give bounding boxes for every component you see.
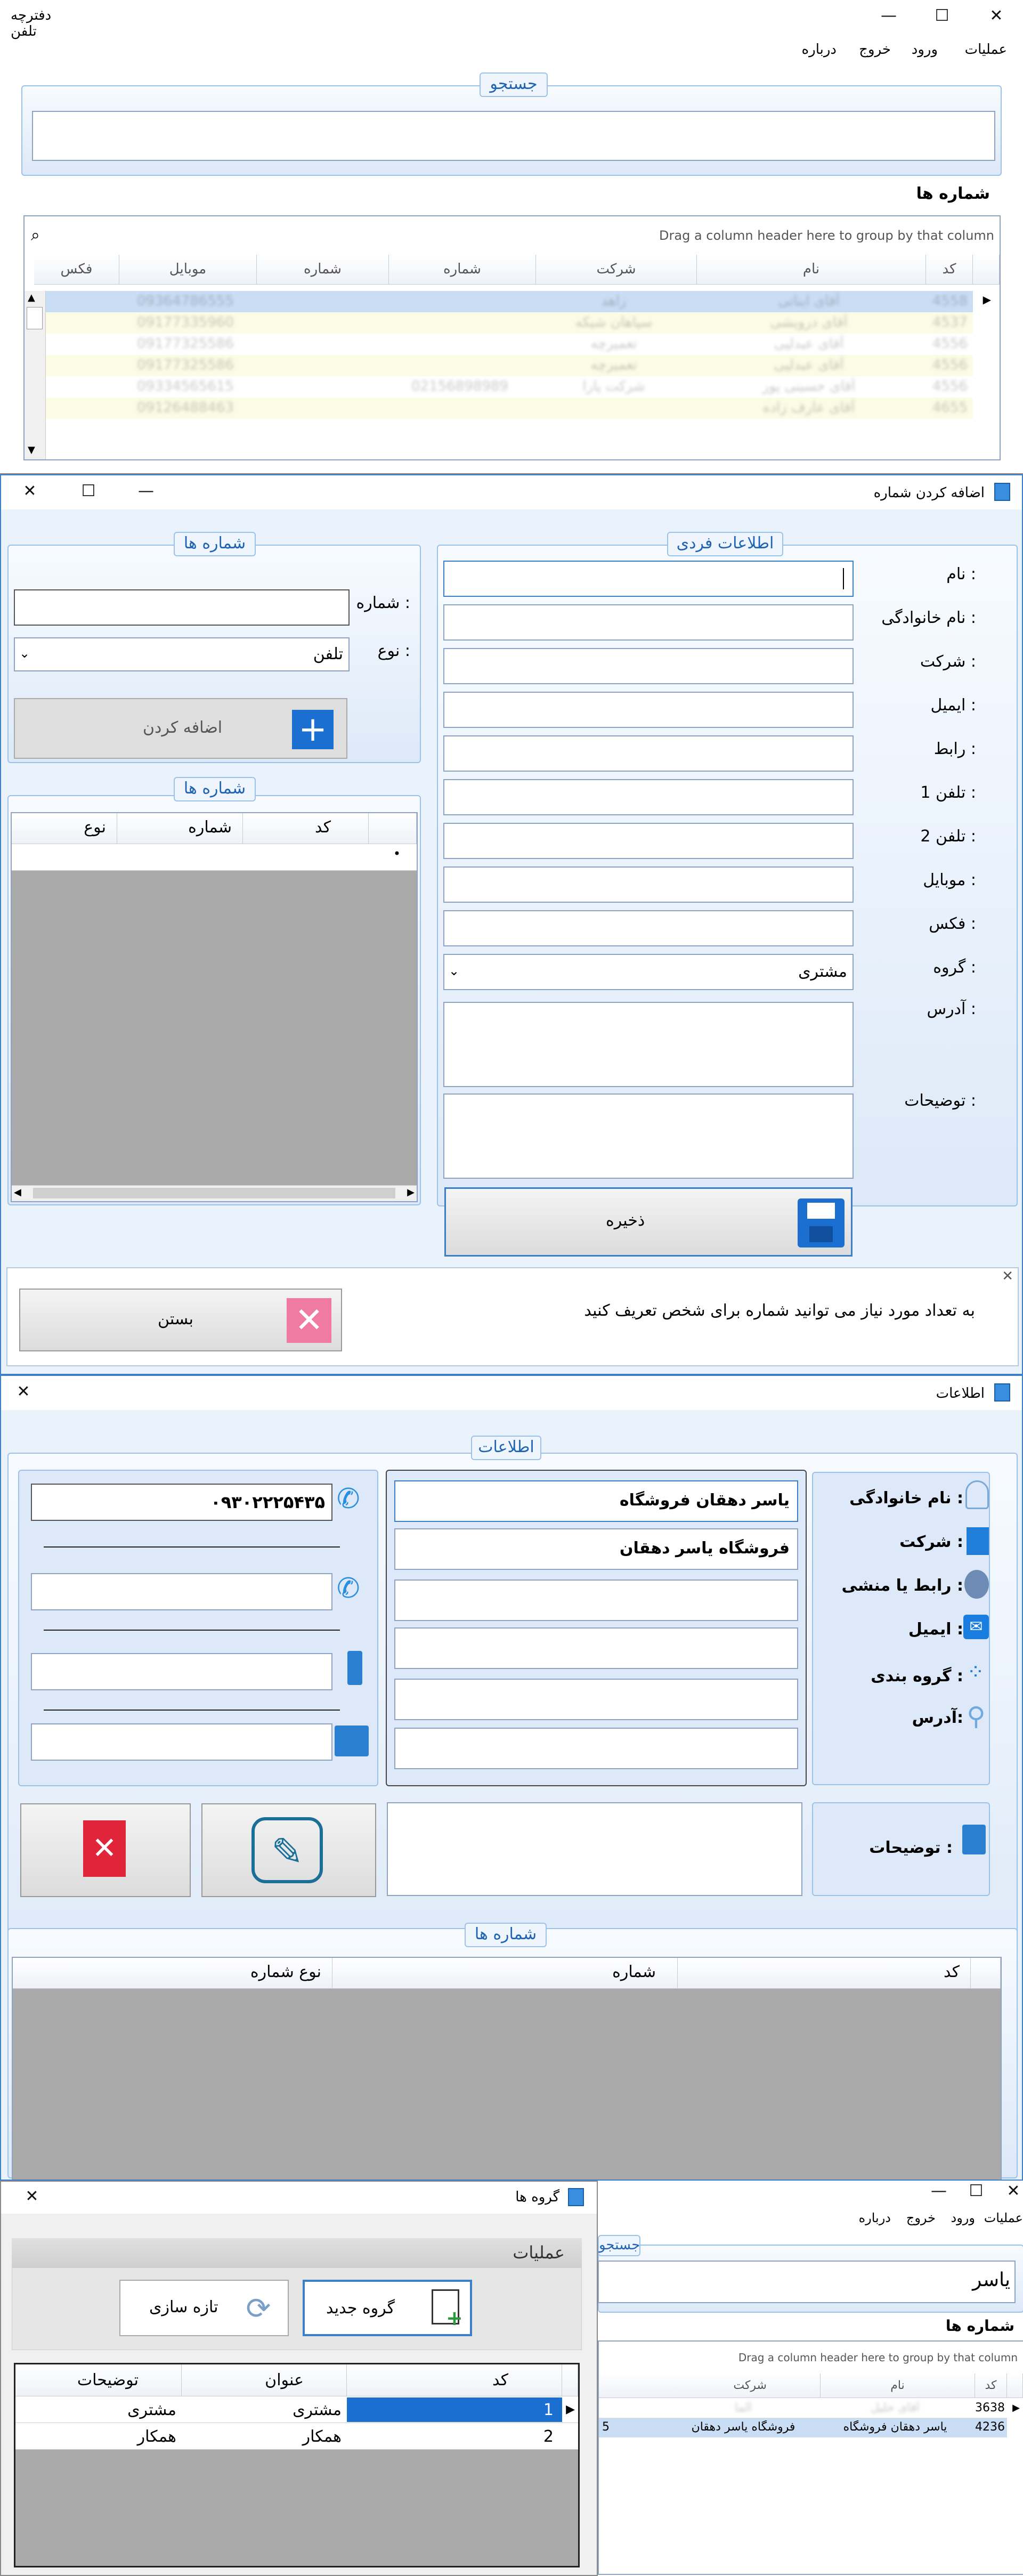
email-input[interactable] — [443, 692, 854, 728]
cell-code: 4537 — [932, 314, 968, 330]
address-value[interactable] — [394, 1728, 798, 1769]
chevron-down-icon: ⌄ — [449, 963, 460, 978]
close-label: بستن — [158, 1310, 194, 1328]
company-value[interactable] — [394, 1528, 798, 1570]
maximize-icon[interactable]: ☐ — [81, 482, 96, 500]
description-value[interactable] — [387, 1802, 802, 1896]
maximize-icon[interactable]: ☐ — [969, 2182, 984, 2200]
col-title[interactable]: عنوان — [182, 2364, 347, 2396]
grouping-value[interactable] — [394, 1679, 798, 1720]
plus-icon: + — [292, 710, 334, 749]
col-phone1[interactable]: شماره — [389, 255, 536, 285]
fax-input[interactable] — [443, 910, 854, 946]
scroll-down-icon[interactable]: ▼ — [28, 444, 35, 456]
info-numbers-title: شماره ها — [465, 1923, 547, 1947]
number-input[interactable] — [14, 589, 350, 626]
col-mobile[interactable]: موبایل — [119, 255, 257, 285]
edit-button[interactable] — [201, 1803, 376, 1897]
description-input[interactable] — [443, 1093, 854, 1179]
refresh-label: تازه سازی — [149, 2298, 218, 2316]
vertical-scrollbar[interactable] — [25, 291, 46, 459]
numbers-list-grid — [11, 812, 418, 1202]
row-pointer-icon: ▶ — [566, 2403, 575, 2416]
trash-icon: ✕ — [83, 1820, 126, 1877]
col-phone2[interactable]: شماره — [257, 255, 389, 285]
cell-company: تعمیرچه — [590, 357, 637, 373]
add-number-window — [0, 474, 1023, 1375]
label-fax: فکس : — [929, 914, 976, 933]
contact-value[interactable] — [394, 1579, 798, 1621]
cell-code: 4236 — [975, 2420, 1005, 2434]
new-group-label: گروه جدید — [326, 2299, 395, 2318]
plus-icon: + — [446, 2306, 463, 2330]
cell-company: زاهد — [601, 293, 627, 309]
label-last-name: نام خانوادگی : — [881, 609, 976, 627]
header-corner — [562, 2364, 578, 2396]
group-icon: ⁘ — [967, 1660, 985, 1684]
cell-phone1: 02156898989 — [411, 378, 508, 394]
row-pointer-icon: ▶ — [1012, 2402, 1020, 2413]
new-document-icon — [432, 2289, 463, 2330]
new-row-marker-icon: • — [393, 846, 401, 861]
cell-name: آقای عبدلیی — [774, 357, 844, 373]
cell-mobile: 09177325586 — [137, 357, 234, 373]
col-type[interactable]: نوع — [11, 813, 117, 844]
col-number[interactable]: شماره — [332, 1958, 678, 1989]
info-numbers-grid — [12, 1957, 1002, 2181]
close-button[interactable] — [19, 1289, 342, 1351]
maximize-icon[interactable]: ☐ — [935, 6, 949, 25]
refresh-button[interactable] — [119, 2280, 289, 2336]
search-icon[interactable]: ⌕ — [31, 226, 40, 245]
col-number-type[interactable]: نوع شماره — [12, 1958, 332, 1989]
chevron-down-icon: ⌄ — [19, 646, 30, 661]
header-corner — [973, 255, 1000, 285]
cell-mobile: 09177335960 — [137, 314, 234, 330]
mobile-value[interactable] — [31, 1653, 332, 1690]
phone2-icon: ✆ — [337, 1573, 360, 1605]
divider — [44, 1546, 340, 1548]
personal-info-title: اطلاعات فردی — [667, 532, 783, 556]
refresh-icon: ⟳ — [246, 2291, 271, 2326]
operations-header — [12, 2238, 582, 2268]
secretary-icon — [964, 1570, 989, 1599]
group-hint: Drag a column header here to group by that column — [659, 228, 994, 243]
menu-about[interactable]: درباره — [801, 42, 837, 58]
col-code[interactable]: کد — [975, 2374, 1007, 2398]
label-description: توضیحات : — [869, 1838, 953, 1857]
new-row[interactable] — [12, 844, 417, 871]
title-bar — [1, 2182, 597, 2214]
search-input[interactable] — [32, 111, 995, 161]
col-number[interactable]: شماره — [117, 813, 243, 844]
label-mobile: موبایل : — [923, 871, 976, 889]
close-icon[interactable]: ✕ — [989, 6, 1003, 25]
numbers-group-title: شماره ها — [174, 532, 256, 556]
back-contacts-grid — [598, 2340, 1023, 2575]
cell-mobile: 09334565615 — [137, 378, 234, 394]
company-text: فروشگاه یاسر دهقان — [619, 1539, 790, 1558]
building-icon — [967, 1527, 989, 1555]
phone2-input[interactable] — [443, 823, 854, 859]
col-name[interactable]: نام — [821, 2374, 975, 2398]
cell-company: فروشگاه یاسر دهقان — [691, 2420, 795, 2434]
groups-grid — [14, 2363, 580, 2567]
minimize-icon[interactable]: — — [138, 482, 154, 500]
dismiss-icon[interactable]: ✕ — [1002, 1268, 1013, 1284]
location-pin-icon: ⚲ — [967, 1702, 986, 1731]
header-corner — [971, 1958, 1001, 1989]
cell-company: شرکت پارا — [582, 378, 645, 394]
menu-operations[interactable]: عملیات — [984, 2210, 1023, 2225]
app-icon — [568, 2188, 584, 2206]
cell-code: 2 — [543, 2427, 554, 2446]
label-type: نوع : — [377, 642, 410, 660]
first-name-input[interactable] — [443, 561, 854, 597]
add-label: اضافه کردن — [143, 718, 223, 737]
scroll-left-icon[interactable]: ◀ — [14, 1187, 21, 1198]
scroll-up-icon[interactable]: ▲ — [28, 292, 35, 303]
cell-company: آلما — [734, 2401, 752, 2415]
cell-code: 4558 — [932, 293, 968, 309]
delete-button[interactable] — [20, 1803, 191, 1897]
header-corner — [369, 813, 417, 844]
menu-login[interactable]: ورود — [951, 2210, 975, 2225]
search-text: یاسر — [972, 2269, 1010, 2291]
cell-code: 1 — [543, 2401, 554, 2419]
label-phone2: تلفن 2 : — [920, 827, 976, 846]
search-group-title: جستجو — [480, 72, 548, 97]
scroll-thumb[interactable] — [27, 307, 43, 329]
phone-value[interactable] — [31, 1484, 332, 1521]
menu-exit[interactable]: خروج — [906, 2210, 936, 2225]
contact-input[interactable] — [443, 735, 854, 772]
horizontal-scrollbar[interactable] — [12, 1185, 417, 1201]
col-code[interactable]: کد — [678, 1958, 971, 1989]
groups-window — [0, 2181, 598, 2576]
numbers-list-title: شماره ها — [174, 777, 256, 801]
phone1-input[interactable] — [443, 779, 854, 815]
title-bar — [1, 1376, 1022, 1410]
cell-name: آقای خلیل — [871, 2401, 920, 2415]
add-number-button[interactable] — [14, 698, 347, 759]
window-title: اطلاعات — [936, 1386, 985, 1402]
divider — [44, 1630, 340, 1631]
label-email: ایمیل : — [908, 1620, 963, 1639]
header-corner — [1007, 2374, 1023, 2398]
notes-icon — [962, 1825, 986, 1854]
cell-code: 4556 — [932, 336, 968, 352]
floppy-slot — [809, 1226, 833, 1242]
cell-description: همکار — [137, 2427, 176, 2446]
menu-exit[interactable]: خروج — [859, 42, 891, 58]
col-fax[interactable]: فکس — [34, 255, 119, 285]
window-title: اضافه کردن شماره — [873, 485, 985, 501]
window-title: گروه ها — [515, 2189, 559, 2205]
type-select[interactable] — [14, 637, 350, 671]
scroll-thumb[interactable] — [33, 1188, 395, 1198]
info-window — [0, 1375, 1023, 2181]
col-company[interactable]: شرکت — [536, 255, 697, 285]
label-address: آدرس: — [912, 1708, 963, 1727]
fax-value[interactable] — [31, 1723, 332, 1761]
mobile-icon — [347, 1651, 362, 1685]
numbers-title: شماره ها — [945, 2317, 1014, 2335]
col-code[interactable]: کد — [926, 255, 973, 285]
email-value[interactable] — [394, 1627, 798, 1669]
company-input[interactable] — [443, 648, 854, 684]
floppy-save-icon — [798, 1198, 845, 1248]
col-code[interactable]: کد — [347, 2364, 562, 2396]
numbers-title: شماره ها — [916, 184, 990, 203]
label-last-name: نام خانوادگی : — [849, 1489, 963, 1508]
label-address: آدرس : — [927, 1000, 976, 1018]
info-text: به تعداد مورد نیاز می توانید شماره برای شخص تعریف کنید — [584, 1301, 975, 1320]
cell-name: آقای درویشی — [770, 314, 848, 330]
cell-name: آقای عبدلیی — [774, 336, 844, 352]
cell-company: سپاهان شبکه — [575, 314, 653, 330]
save-label: ذخیره — [606, 1211, 645, 1230]
last-name-value[interactable] — [394, 1480, 798, 1522]
group-hint: Drag a column header here to group by that column — [738, 2351, 1018, 2364]
cell-partial: 5 — [602, 2420, 610, 2434]
scroll-right-icon[interactable]: ▶ — [407, 1187, 415, 1198]
cell-code: 4556 — [932, 378, 968, 394]
label-company: شرکت : — [899, 1533, 963, 1551]
col-company[interactable]: شرکت — [598, 2374, 821, 2398]
group-select[interactable] — [443, 954, 854, 990]
close-icon[interactable]: ✕ — [23, 482, 37, 500]
cell-code: 4556 — [932, 357, 968, 373]
col-description[interactable]: توضیحات — [14, 2364, 182, 2396]
app-icon — [994, 483, 1010, 501]
label-description: توضیحات : — [904, 1091, 976, 1110]
save-button[interactable] — [444, 1187, 852, 1257]
menu-about[interactable]: درباره — [858, 2210, 891, 2225]
close-icon[interactable]: ✕ — [1006, 2182, 1020, 2200]
edit-icon: ✎ — [251, 1817, 323, 1883]
last-name-input[interactable] — [443, 604, 854, 641]
cell-company: تعمیرچه — [590, 336, 637, 352]
label-company: شرکت : — [920, 652, 976, 671]
type-select-value: تلفن — [313, 645, 343, 663]
last-name-text: یاسر دهقان فروشگاه — [619, 1491, 790, 1510]
back-main-window — [597, 2181, 1023, 2576]
close-icon[interactable]: ✕ — [25, 2187, 39, 2206]
cell-mobile: 09177325586 — [137, 336, 234, 352]
menu-operations[interactable]: عملیات — [964, 42, 1007, 58]
window-title: دفترچه تلفن — [11, 7, 52, 39]
minimize-icon[interactable]: — — [931, 2182, 947, 2200]
info-bar — [6, 1267, 1019, 1366]
operations-title: عملیات — [513, 2242, 565, 2263]
label-number: شماره : — [356, 594, 410, 612]
app-icon — [994, 1383, 1010, 1402]
new-group-button[interactable] — [303, 2280, 472, 2336]
cell-mobile: 09126488463 — [137, 400, 234, 416]
user-icon — [965, 1480, 989, 1509]
label-group: گروه : — [933, 958, 976, 977]
row-pointer-icon: ▶ — [983, 293, 991, 306]
cell-code: 4655 — [932, 400, 968, 416]
cell-description: مشتری — [127, 2401, 176, 2419]
phone-text: ۰۹۳۰۲۲۲۵۴۳۵ — [210, 1492, 325, 1512]
group-select-value: مشتری — [798, 962, 847, 981]
email-icon: ✉ — [963, 1615, 989, 1639]
fax-icon — [335, 1726, 369, 1756]
label-grouping: گروه بندی : — [871, 1667, 963, 1686]
contacts-grid — [23, 215, 1001, 460]
mobile-input[interactable] — [443, 866, 854, 903]
cell-name: آقای ایناتی — [778, 293, 840, 309]
label-first-name: نام : — [946, 565, 976, 584]
text-caret — [843, 568, 844, 589]
cell-mobile: 09364786555 — [137, 293, 234, 309]
cell-name: آقای عارف زاده — [762, 400, 855, 416]
address-input[interactable] — [443, 1002, 854, 1087]
label-contact: رابط یا منشی : — [841, 1576, 963, 1595]
search-input[interactable] — [598, 2261, 1016, 2303]
cell-title: مشتری — [293, 2401, 342, 2419]
cell-title: همکار — [302, 2427, 342, 2446]
label-phone1: تلفن 1 : — [920, 783, 976, 802]
cell-name: یاسر دهقان فروشگاه — [843, 2420, 947, 2434]
main-window — [0, 0, 1023, 474]
floppy-label — [807, 1203, 835, 1219]
phone2-value[interactable] — [31, 1573, 332, 1610]
search-group-title: جستجو — [598, 2235, 640, 2256]
label-email: ایمیل : — [930, 696, 976, 715]
menu-login[interactable]: ورود — [911, 42, 938, 58]
close-x-icon: ✕ — [287, 1298, 331, 1343]
label-contact: رابط : — [933, 740, 976, 758]
col-name[interactable]: نام — [697, 255, 926, 285]
cell-name: آقای حسینی پور — [762, 378, 856, 394]
close-icon[interactable]: ✕ — [17, 1382, 30, 1401]
info-group-title: اطلاعات — [471, 1436, 541, 1460]
phone-icon: ✆ — [337, 1483, 360, 1515]
cell-code: 3638 — [975, 2401, 1005, 2415]
divider — [44, 1710, 340, 1711]
minimize-icon[interactable]: — — [881, 6, 897, 25]
col-code[interactable]: کد — [243, 813, 369, 844]
